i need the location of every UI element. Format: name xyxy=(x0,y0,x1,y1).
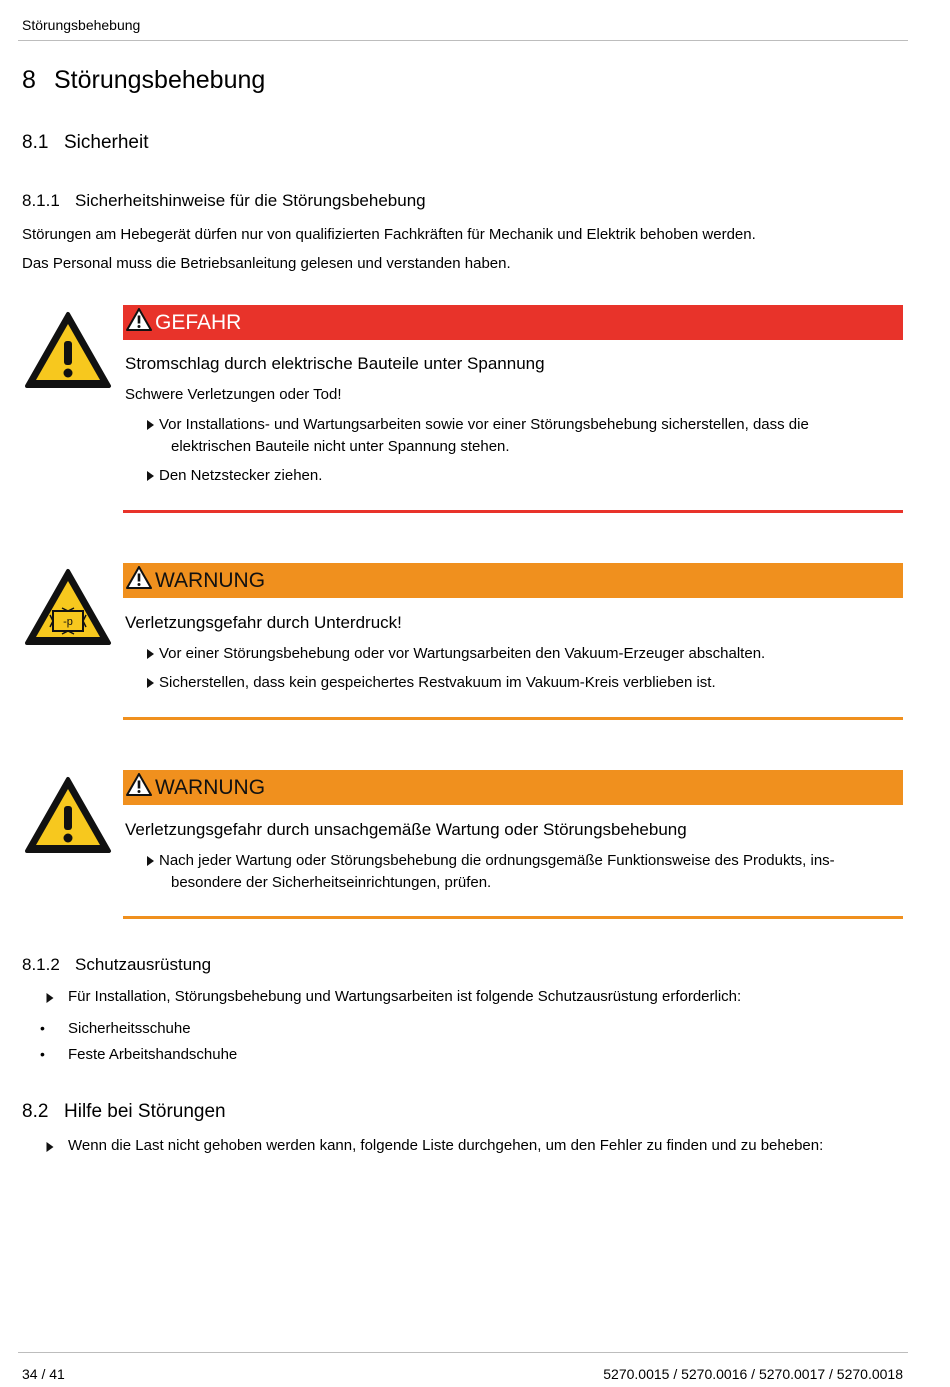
paragraph: Das Personal muss die Betriebsanleitung gelesen und verstanden haben. xyxy=(22,255,511,272)
action-text: Sicherstellen, dass kein gespeichertes Restvakuum im Vakuum-Kreis verblieben ist. xyxy=(159,674,716,691)
section-title: Hilfe bei Störungen xyxy=(64,1101,226,1122)
action-arrow-icon xyxy=(147,856,154,866)
action-text: Nach jeder Wartung oder Störungsbehebung die ordnungsgemäße Funktionsweise des Produkts, ins- xyxy=(159,852,835,869)
notice-end-line xyxy=(123,717,903,720)
chapter-title: Störungsbehebung xyxy=(54,66,266,94)
chapter-number: 8 xyxy=(22,66,36,94)
section-number: 8.1 xyxy=(22,132,49,153)
hazard-consequence: Schwere Verletzungen oder Tod! xyxy=(125,386,342,403)
section-heading-8-1 xyxy=(22,132,149,154)
action-text-cont: elektrischen Bauteile nicht unter Spannung stehen. xyxy=(171,438,510,455)
footer-divider xyxy=(18,1352,908,1353)
list-item-text: Sicherheitsschuhe xyxy=(68,1020,191,1037)
general-warning-sign-icon xyxy=(24,775,112,855)
bullet-icon: • xyxy=(40,1046,45,1062)
electric-danger-sign-icon xyxy=(24,310,112,390)
signal-word: WARNUNG xyxy=(155,569,266,592)
warning-triangle-icon xyxy=(126,566,152,590)
hazard-subject: Verletzungsgefahr durch Unterdruck! xyxy=(125,613,402,632)
section-heading-8-1-1 xyxy=(22,191,426,211)
vacuum-warning-sign-icon xyxy=(24,567,112,647)
action-text: Vor einer Störungsbehebung oder vor Wartungsarbeiten den Vakuum-Erzeuger abschalten. xyxy=(159,645,766,662)
action-arrow-icon xyxy=(147,649,154,659)
instruction-text: Wenn die Last nicht gehoben werden kann, folgende Liste durchgehen, um den Fehler zu finden und zu beheben: xyxy=(68,1137,824,1154)
section-title: Sicherheitshinweise für die Störungsbehebung xyxy=(75,191,426,210)
action-arrow-icon xyxy=(40,1142,60,1152)
signal-word-banner xyxy=(123,563,903,598)
warning-triangle-icon xyxy=(126,308,152,332)
action-arrow-icon xyxy=(147,471,154,481)
action-item xyxy=(147,643,892,665)
section-heading-8-2 xyxy=(22,1101,226,1123)
action-text: Den Netzstecker ziehen. xyxy=(159,467,323,484)
section-number: 8.1.1 xyxy=(22,191,60,210)
action-text: Vor Installations- und Wartungsarbeiten sowie vor einer Störungsbehebung sicherstellen, dass die xyxy=(159,416,809,433)
warning-triangle-icon xyxy=(126,773,152,797)
header-divider xyxy=(18,40,908,41)
signal-word-banner xyxy=(123,305,903,340)
action-item xyxy=(147,672,892,694)
instruction-text: Für Installation, Störungsbehebung und Wartungsarbeiten ist folgende Schutzausrüstung erforderlich: xyxy=(68,988,742,1005)
section-heading-8-1-2 xyxy=(22,955,211,975)
section-title: Sicherheit xyxy=(64,132,149,153)
sign-label: -p xyxy=(63,616,73,628)
signal-word: GEFAHR xyxy=(155,311,242,334)
signal-word-banner xyxy=(123,770,903,805)
action-arrow-icon xyxy=(40,993,60,1003)
notice-end-line xyxy=(123,916,903,919)
hazard-subject: Stromschlag durch elektrische Bauteile unter Spannung xyxy=(125,354,545,373)
paragraph: Störungen am Hebegerät dürfen nur von qualifizierten Fachkräften für Mechanik und Elektrik behoben werden. xyxy=(22,226,756,243)
action-text-cont: besondere der Sicherheitseinrichtungen, prüfen. xyxy=(171,874,492,891)
action-item xyxy=(147,414,892,458)
bullet-icon: • xyxy=(40,1020,45,1036)
action-item xyxy=(147,850,892,894)
section-number: 8.1.2 xyxy=(22,955,60,974)
running-header: Störungsbehebung xyxy=(22,17,141,33)
notice-end-line xyxy=(123,510,903,513)
document-numbers: 5270.0015 / 5270.0016 / 5270.0017 / 5270.0018 xyxy=(603,1366,903,1382)
signal-word: WARNUNG xyxy=(155,776,266,799)
chapter-heading xyxy=(22,66,265,95)
hazard-subject: Verletzungsgefahr durch unsachgemäße Wartung oder Störungsbehebung xyxy=(125,820,687,839)
list-item-text: Feste Arbeitshandschuhe xyxy=(68,1046,238,1063)
action-arrow-icon xyxy=(147,678,154,688)
action-arrow-icon xyxy=(147,420,154,430)
page-number: 34 / 41 xyxy=(22,1366,65,1382)
section-title: Schutzausrüstung xyxy=(75,955,212,974)
action-item xyxy=(147,465,892,487)
section-number: 8.2 xyxy=(22,1101,49,1122)
